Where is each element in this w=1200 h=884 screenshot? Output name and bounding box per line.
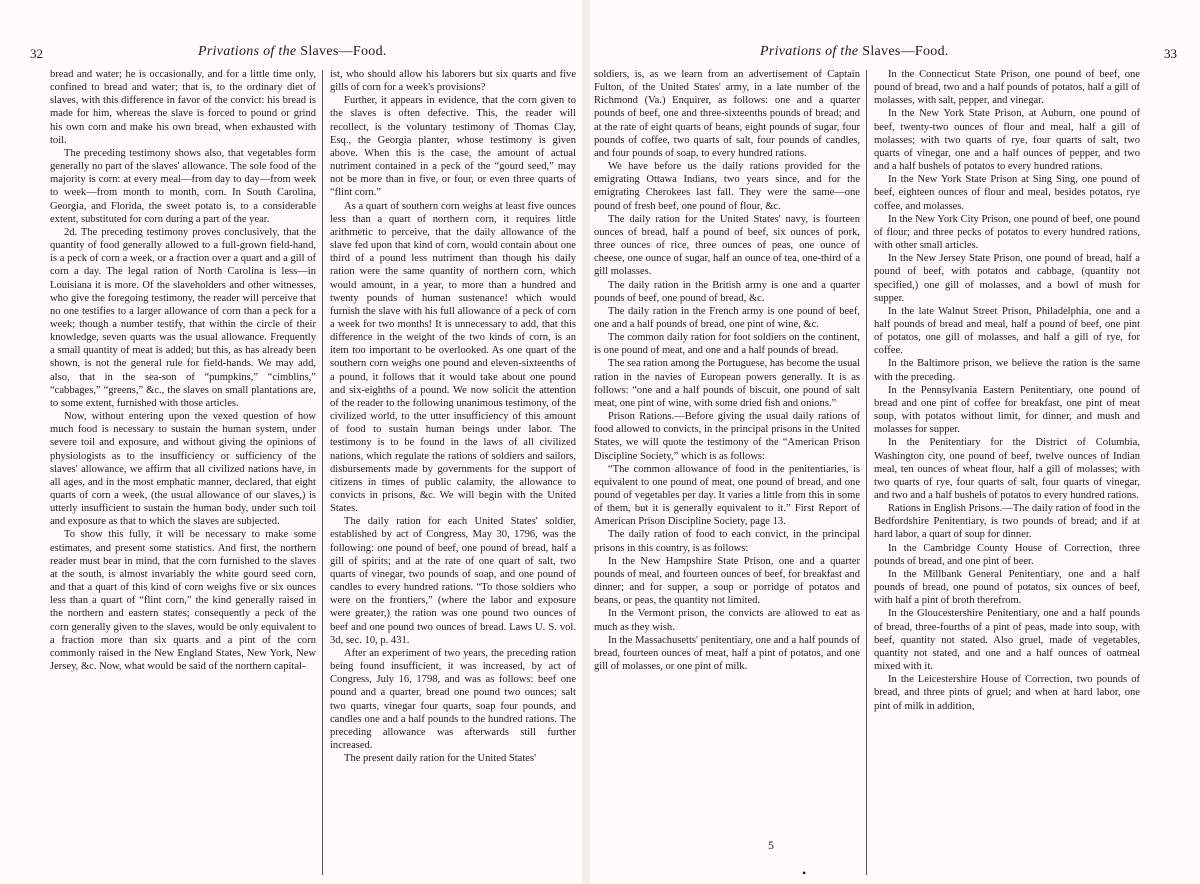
paragraph: The daily ration for the United States' navy, is fourteen ounces of bread, half a pound of beef, six ounces of pork, three ounces of rice, three ounces of peas, one ounce of cheese, one ounce of sugar, half an ounce of tea, one-third of a gill molasses. bbox=[594, 213, 860, 278]
left-running-head bbox=[198, 44, 387, 60]
paragraph: In the New York City Prison, one pound of beef, one pound of flour; and three pecks of potatos to every hundred rations, with other small articles. bbox=[874, 213, 1140, 252]
paragraph: 2d. The preceding testimony proves conclusively, that the quantity of food generally allowed to a full-grown field-hand, is a peck of corn a week, or a fraction over a quart and a gill of corn a day. The legal ration of North Carolina is less—in Louisiana it is more. Of the slaveholders and other witnesses, who give the foregoing testimony, the reader will perceive that no one testifies to a larger allowance of corn than a peck for a week; though a number testify, that within the circle of their knowledge, seven quarts was the usual allowance. Frequently a small quantity of meat is added; but this, as has already been shown, is not the general rule for field-hands. We may add, also, that in the sea-son of “pumpkins,” “cimblins,” “cabbages,” “greens,” &c., the slaves on small plantations are, to some extent, furnished with those articles. bbox=[50, 226, 316, 409]
paragraph: The daily ration of food to each convict, in the principal prisons in this country, is as follows: bbox=[594, 529, 860, 554]
paragraph: The daily ration in the French army is one pound of beef, one and a half pounds of bread, one pint of wine, &c. bbox=[594, 305, 860, 330]
paragraph: In the Vermont prison, the convicts are allowed to eat as much as they wish. bbox=[594, 608, 860, 633]
paragraph: The common daily ration for foot soldiers on the continent, is one pound of meat, and one and a half pounds of bread. bbox=[594, 332, 860, 357]
paragraph: In the Massachusetts' penitentiary, one and a half pounds of bread, fourteen ounces of meat, half a pint of potatos, and one gill of molasses, or one pint of milk. bbox=[594, 634, 860, 673]
folio-mark: 5 bbox=[768, 838, 774, 852]
paragraph: In the Leicestershire House of Correction, two pounds of bread, and three pints of gruel; and when at hard labor, one pint of milk in addition, bbox=[874, 674, 1140, 712]
left-column-rule bbox=[322, 70, 323, 875]
paragraph: In the New York State Prison at Sing Sing, one pound of beef, eighteen ounces of flour and meal, besides potatos, rye coffee, and molasses. bbox=[874, 174, 1140, 212]
left-column-1 bbox=[50, 68, 316, 878]
right-column-rule bbox=[866, 70, 867, 875]
paragraph: In the Pennsylvania Eastern Penitentiary, one pound of bread and one pint of coffee for breakfast, one pint of meat soup, with potatos without limit, for dinner, and mush and molasses for supper. bbox=[874, 384, 1140, 436]
paragraph: In the late Walnut Street Prison, Philadelphia, one and a half pounds of bread and meal, half a pound of beef, one pint of potatos, one gill of molasses, and half a gill of rye, for coffee. bbox=[874, 305, 1140, 357]
paragraph: The daily ration for each United States' soldier, established by act of Congress, May 30, 1796, was the following: one pound of beef, one pound of bread, half a gill of spirits; and at the rate of one quart of salt, two quarts of vinegar, two pounds of soap, and one pound of candles to every hundred rations. “To those soldiers who were on the frontiers,” (where the labor and exposure were greater,) the ration was one pound two ounces of beef and one pound two ounces of bread. Laws U. S. vol. 3d, sec. 10, p. 431. bbox=[330, 516, 576, 646]
paragraph: We have before us the daily rations provided for the emigrating Ottawa Indians, two years since, and for the emigrating Cherokees last fall. They were the same—one pound of fresh beef, one pound of flour, &c. bbox=[594, 161, 860, 212]
paragraph: In the Millbank General Penitentiary, one and a half pounds of bread, one pound of potatos, six ounces of beef, with half a pint of broth therefrom. bbox=[874, 568, 1140, 607]
right-running-head-rest: Slaves—Food. bbox=[862, 44, 949, 59]
paragraph: After an experiment of two years, the preceding ration being found insufficient, it was increased, by act of Congress, July 16, 1798, and was as follows: beef one pound and a quarter, bread one pound two ounces; salt two quarts, vinegar four quarts, soap four pounds, and candles one and a half pounds to the hundred rations. The preceding allowance was afterwards still further increased. bbox=[330, 647, 576, 751]
book-gutter bbox=[582, 0, 590, 884]
right-running-head-italic: Privations of the bbox=[760, 44, 859, 59]
paragraph: soldiers, is, as we learn from an advertisement of Captain Fulton, of the United States' army, in a late number of the Richmond (Va.) Enquirer, as follows: one and a quarter pounds of beef, one and three-sixteenths pounds of bread; and at the rate of eight quarts of beans, eight pounds of sugar, four pounds of coffee, two quarts of salt, four pounds of candles, and four pounds of soap, to every hundred rations. bbox=[594, 69, 860, 159]
left-running-head-italic: Privations of the bbox=[198, 44, 297, 59]
paragraph: ist, who should allow his laborers but six quarts and five gills of corn for a week's provisions? bbox=[330, 69, 576, 94]
paragraph: In the New York State Prison, at Auburn, one pound of beef, twenty-two ounces of flour and meal, half a gill of molasses; with two quarts of rye, four quarts of salt, two quarts of vinegar, one and a half ounces of pepper, and two and a half bushels of potatos to every hundred rations. bbox=[874, 108, 1140, 173]
paragraph: Further, it appears in evidence, that the corn given to the slaves is often defective. This, the reader will recollect, is the voluntary testimony of Thomas Clay, Esq., the Georgia planter, whose testimony is given above. When this is the case, the amount of actual nutriment contained in a peck of the “gourd seed,” may not be more than in five, or four, or even three quarts of “flint corn.” bbox=[330, 95, 576, 199]
right-running-head bbox=[760, 44, 949, 60]
left-page bbox=[0, 0, 582, 884]
right-column-2 bbox=[874, 68, 1140, 878]
paragraph: In the New Hampshire State Prison, one and a quarter pounds of meal, and fourteen ounces of beef, for breakfast and dinner; and for supper, a soup or porridge of potatos and beans, or peas, the quantity not limited. bbox=[594, 555, 860, 607]
paragraph: In the Gloucestershire Penitentiary, one and a half pounds of bread, three-fourths of a pint of peas, made into soup, with beef, quantity not stated. Also gruel, made of vegetables, quantity not stated, and one and a half ounces of oatmeal mixed with it. bbox=[874, 608, 1140, 673]
left-column-2 bbox=[330, 68, 576, 878]
paragraph: Prison Rations.—Before giving the usual daily rations of food allowed to convicts, in the principal prisons in the United States, we will quote the testimony of the “American Prison Discipline Society,” which is as follows: bbox=[594, 411, 860, 462]
paragraph: In the Cambridge County House of Correction, three pounds of bread, and one pint of beer. bbox=[874, 542, 1140, 567]
paragraph: In the Penitentiary for the District of Columbia, Washington city, one pound of beef, twelve ounces of Indian meal, ten ounces of wheat flour, half a gill of molasses; with two quarts of rye, four quarts of salt, four quarts of vinegar, and two and a half bushels of potatos to every hundred rations. bbox=[874, 437, 1140, 501]
paragraph: Rations in English Prisons.—The daily ration of food in the Bedfordshire Penitentiary, is two pounds of bread; and if at hard labor, a quart of soup for dinner. bbox=[874, 503, 1140, 541]
left-running-head-rest: Slaves—Food. bbox=[300, 44, 387, 59]
paragraph: Now, without entering upon the vexed question of how much food is necessary to sustain the human system, under severe toil and exposure, and without giving the opinions of physiologists as to the insufficiency or sufficiency of the slaves' allowance, we affirm that all civilized nations have, in all ages, and in the most emphatic manner, declared, that eight quarts of corn a week, (the usual allowance of our slaves,) is utterly insufficient to sustain the human body, under such toil and exposure as that to which the slaves are subjected. bbox=[50, 411, 316, 528]
paragraph: To show this fully, it will be necessary to make some estimates, and present some statistics. And first, the northern reader must bear in mind, that the corn furnished to the slaves at the south, is almost invariably the white gourd seed corn, and that a quart of this kind of corn weighs five or six ounces less than a quart of “flint corn,” the kind generally raised in the northern and eastern states; consequently a peck of the corn generally given to the slaves, would be only equivalent to a fraction more than six quarts and a pint of the corn commonly raised in the New England States, New York, New Jersey, &c. Now, what would be said of the northern capital- bbox=[50, 529, 316, 673]
paragraph: The preceding testimony shows also, that vegetables form generally no part of the slaves' allowance. The sole food of the majority is corn: at every meal—from day to day—from week to week—from month to month, corn. In South Carolina, Georgia, and Florida, the sweet potato is, to a considerable extent, substituted for corn during a part of the year. bbox=[50, 147, 316, 225]
paragraph: In the Baltimore prison, we believe the ration is the same with the preceding. bbox=[874, 358, 1140, 383]
paragraph: bread and water; he is occasionally, and for a little time only, confined to bread and water; that is, to the ordinary diet of slaves, with this difference in favor of the convict: his bread is made for him, whereas the slave is forced to pound or grind his own corn and make his own bread, when exhausted with toil. bbox=[50, 69, 316, 146]
right-page bbox=[590, 0, 1200, 884]
paragraph: In the Connecticut State Prison, one pound of beef, one pound of bread, two and a half pounds of potatos, half a gill of molasses, with salt, pepper, and vinegar. bbox=[874, 69, 1140, 107]
left-page-number: 32 bbox=[30, 46, 43, 61]
right-page-number: 33 bbox=[1164, 46, 1177, 61]
paragraph: In the New Jersey State Prison, one pound of bread, half a pound of beef, with potatos and cabbage, (quantity not specified,) one gill of molasses, and a bowl of mush for supper. bbox=[874, 253, 1140, 304]
paragraph: The present daily ration for the United States' bbox=[344, 753, 536, 765]
paragraph: The daily ration in the British army is one and a quarter pounds of beef, one pound of bread, &c. bbox=[594, 279, 860, 304]
bottom-dot: • bbox=[802, 866, 807, 880]
paragraph: The sea ration among the Portuguese, has become the usual ration in the navies of European powers generally. It is as follows: “one and a half pounds of biscuit, one pound of salt meat, one pint of wine, with some dried fish and onions.” bbox=[594, 358, 860, 409]
right-column-1 bbox=[594, 68, 860, 824]
paragraph: “The common allowance of food in the penitentiaries, is equivalent to one pound of meat, one pound of bread, and one pound of vegetables per day. It varies a little from this in some of them, but it is generally equivalent to it.” First Report of American Prison Discipline Society, page 13. bbox=[594, 463, 860, 528]
paragraph: As a quart of southern corn weighs at least five ounces less than a quart of northern corn, it requires little arithmetic to perceive, that the daily allowance of the slave fed upon that kind of corn, would contain about one third of a pound less nutriment than though his daily ration were the same quantity of northern corn, which would amount, in a year, to more than a hundred and twenty pounds of human sustenance! which would furnish the slave with his full allowance of a peck of corn a week for two months! It is unnecessary to add, that this difference in the weight of the two kinds of corn, is an item too important to be overlooked. As one quart of the southern corn weighs one pound and eleven-sixteenths of a pound, it follows that it would take about one pound and six-eighths of a pound. We now solicit the attention of the reader to the following unanimous testimony, of the civilized world, to the utter insufficiency of this amount of food to sustain human beings under labor. The testimony is to be found in the laws of all civilized nations, which regulate the rations of soldiers and sailors, disbursements made by governments for the support of citizens in times of public calamity, the allowance to convicts in prisons, &c. We will begin with the United States. bbox=[330, 200, 576, 515]
